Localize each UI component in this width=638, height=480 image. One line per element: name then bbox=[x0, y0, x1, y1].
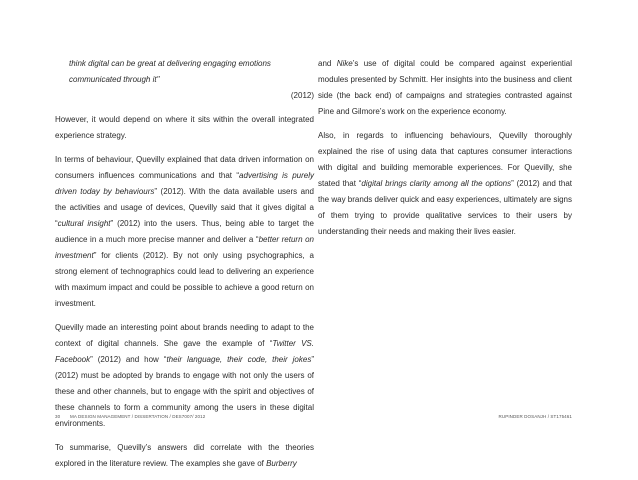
course-info: MA DESIGN MANAGEMENT / DISSERTATION / DES7007/ 2012 bbox=[70, 414, 206, 419]
block-quote: think digital can be great at delivering engaging emotions communicated through it" bbox=[69, 59, 271, 84]
italic-text: Nike bbox=[336, 59, 353, 68]
page-number: 30 bbox=[55, 414, 61, 419]
text-run: In terms of behaviour, Quevilly explained that data driven information on consumers influences communications and that “ bbox=[55, 155, 314, 180]
paragraph-integrated-experience: However, it would depend on where it sits within the overall integrated experience strategy. bbox=[55, 115, 314, 140]
paragraph-influencing-behaviours bbox=[318, 128, 572, 240]
right-column bbox=[318, 56, 572, 248]
text-run: and bbox=[318, 59, 337, 68]
text-run: Also, in regards to influencing behaviours, Quevilly thoroughly explained the rise of using data that captures consumer interactions with digital and building memorable experiences. For Quevilly, she stated that “ bbox=[318, 131, 572, 188]
text-run: ” (2012) into the users. Thus, being able to target the audience in a much more precise manner and deliver a “ bbox=[55, 219, 314, 244]
text-run: ” (2012) must be adopted by brands to engage with not only the users of these and other channels, but to engage with the spirit and objectives of these channels to form a community among the users in these digital environments. bbox=[55, 355, 314, 428]
author-info: RUPINDER DOSANJH / ST175461 bbox=[498, 414, 572, 419]
text-run: ” (2012). With the data available users and the activities and usage of devices, Quevilly said that it gives digital a “ bbox=[55, 187, 314, 228]
text-run: ’s use of digital could be compared against experiential modules presented by Schmitt. Her insights into the business and client side (the back end) of campaigns and strategies contrasted against Pine and Gilmore’s work on the experience economy. bbox=[318, 59, 572, 116]
italic-text: better return on investment bbox=[55, 235, 315, 260]
paragraph-summary bbox=[55, 440, 314, 472]
text-run: ” for clients (2012). By not only using psychographics, a strong element of technographics could lead to delivering an experience with maximum impact and could be possible to achieve a good return on investment. bbox=[55, 251, 314, 308]
italic-text: their language, their code, their jokes bbox=[166, 355, 312, 364]
paragraph-nike bbox=[318, 56, 572, 120]
page-footer bbox=[0, 414, 638, 424]
text-run: Quevilly made an interesting point about brands needing to adapt to the context of digital channels. She gave the example of “ bbox=[55, 323, 314, 348]
quote-citation: (2012) bbox=[290, 91, 314, 100]
italic-text: advertising is purely driven today by behaviours bbox=[55, 171, 314, 196]
text-run: ” (2012) and how “ bbox=[90, 355, 167, 364]
text-run: To summarise, Quevilly’s answers did correlate with the theories explored in the literature review. The examples she gave of bbox=[55, 443, 314, 468]
paragraph-behaviour bbox=[55, 152, 314, 312]
italic-text: Twitter VS. Facebook bbox=[55, 339, 314, 364]
italic-text: Burberry bbox=[266, 459, 297, 468]
italic-text: cultural insight bbox=[57, 219, 111, 228]
italic-text: digital brings clarity among all the options bbox=[361, 179, 512, 188]
text-run: ” (2012) and that the way brands deliver quick and easy experiences, ultimately are signs of them trying to provide qualitative services to their users by understanding their needs and making their lives easier. bbox=[318, 179, 572, 236]
